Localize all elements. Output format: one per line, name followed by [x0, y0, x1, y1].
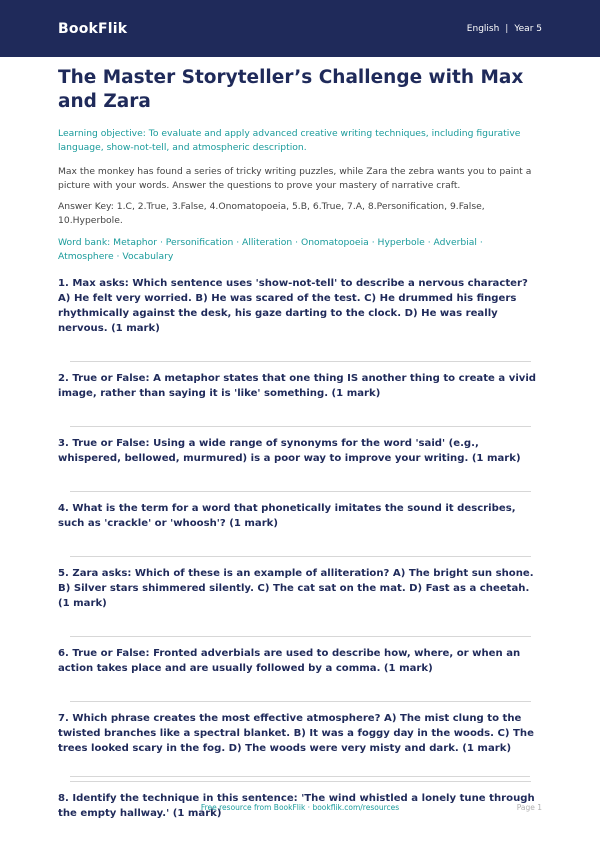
answer-line[interactable]	[70, 676, 531, 702]
question-item	[58, 501, 538, 557]
header-meta	[467, 24, 542, 34]
learning-objective: Learning objective: To evaluate and apply advanced creative writing techniques, including figurative language, show-not-tell, and atmospheric description.	[58, 128, 521, 153]
question-item	[58, 276, 538, 362]
footer-link[interactable]: Free resource from BookFlik · bookflik.com/resources	[200, 803, 400, 812]
question-text: 3. True or False: Using a wide range of synonyms for the word 'said' (e.g., whispered, bellowed, murmured) is a poor way to improve your writing. (1 mark)	[58, 438, 521, 464]
answer-line[interactable]	[70, 336, 531, 362]
header-bar	[0, 0, 600, 57]
page-number: Page 1	[516, 803, 542, 812]
question-list	[58, 276, 538, 821]
question-text: 6. True or False: Fronted adverbials are used to describe how, where, or when an action takes place and are usually followed by a comma. (1 mark)	[58, 648, 521, 674]
question-text: 7. Which phrase creates the most effective atmosphere? A) The mist clung to the twisted branches like a spectral blanket. B) It was a foggy day in the woods. C) The trees looked scary in the fog. D) The woods were very misty and dark. (1 mark)	[58, 713, 534, 754]
answer-line[interactable]	[70, 466, 531, 492]
answer-line[interactable]	[70, 531, 531, 557]
question-text: 5. Zara asks: Which of these is an example of alliteration? A) The bright sun shone. B) Silver stars shimmered silently. C) The cat sat on the mat. D) Fast as a cheetah. (1 mark)	[58, 568, 534, 609]
question-item	[58, 646, 538, 702]
language-label: English	[466, 23, 500, 34]
page-title: The Master Storyteller’s Challenge with Max and Zara	[58, 67, 524, 112]
answer-line[interactable]	[70, 611, 531, 637]
year-label: Year 5	[514, 23, 542, 34]
brand-logo[interactable]: BookFlik	[58, 20, 128, 37]
answer-key: Answer Key: 1.C, 2.True, 3.False, 4.Onomatopoeia, 5.B, 6.True, 7.A, 8.Personification, 9.False, 10.Hyperbole.	[58, 201, 485, 226]
word-bank: Word bank: Metaphor · Personification · Alliteration · Onomatopoeia · Hyperbole · Adverbial · Atmosphere · Vocabulary	[58, 237, 483, 262]
question-text: 2. True or False: A metaphor states that one thing IS another thing to create a vivid image, rather than saying it is 'like' something. (1 mark)	[58, 373, 537, 399]
question-text: 4. What is the term for a word that phonetically imitates the sound it describes, such as 'crackle' or 'whoosh'? (1 mark)	[58, 503, 516, 529]
question-text: 1. Max asks: Which sentence uses 'show-not-tell' to describe a nervous character? A) He felt very worried. B) He was scared of the test. C) He drummed his fingers rhythmically against the desk, his gaze darting to the clock. D) He was really nervous. (1 mark)	[58, 278, 528, 334]
question-text: 8. Identify the technique in this sentence: 'The wind whistled a lonely tune through the empty hallway.' (1 mark)	[58, 793, 535, 819]
question-item	[58, 371, 538, 427]
answer-line[interactable]	[70, 756, 531, 782]
meta-separator: |	[505, 23, 509, 34]
footer-divider	[70, 776, 530, 777]
question-item	[58, 711, 538, 782]
worksheet-content	[58, 66, 538, 821]
question-item	[58, 436, 538, 492]
answer-line[interactable]	[70, 401, 531, 427]
question-item	[58, 566, 538, 637]
intro-text: Max the monkey has found a series of tricky writing puzzles, while Zara the zebra wants you to paint a picture with your words. Answer the questions to prove your mastery of narrative craft.	[58, 166, 532, 191]
